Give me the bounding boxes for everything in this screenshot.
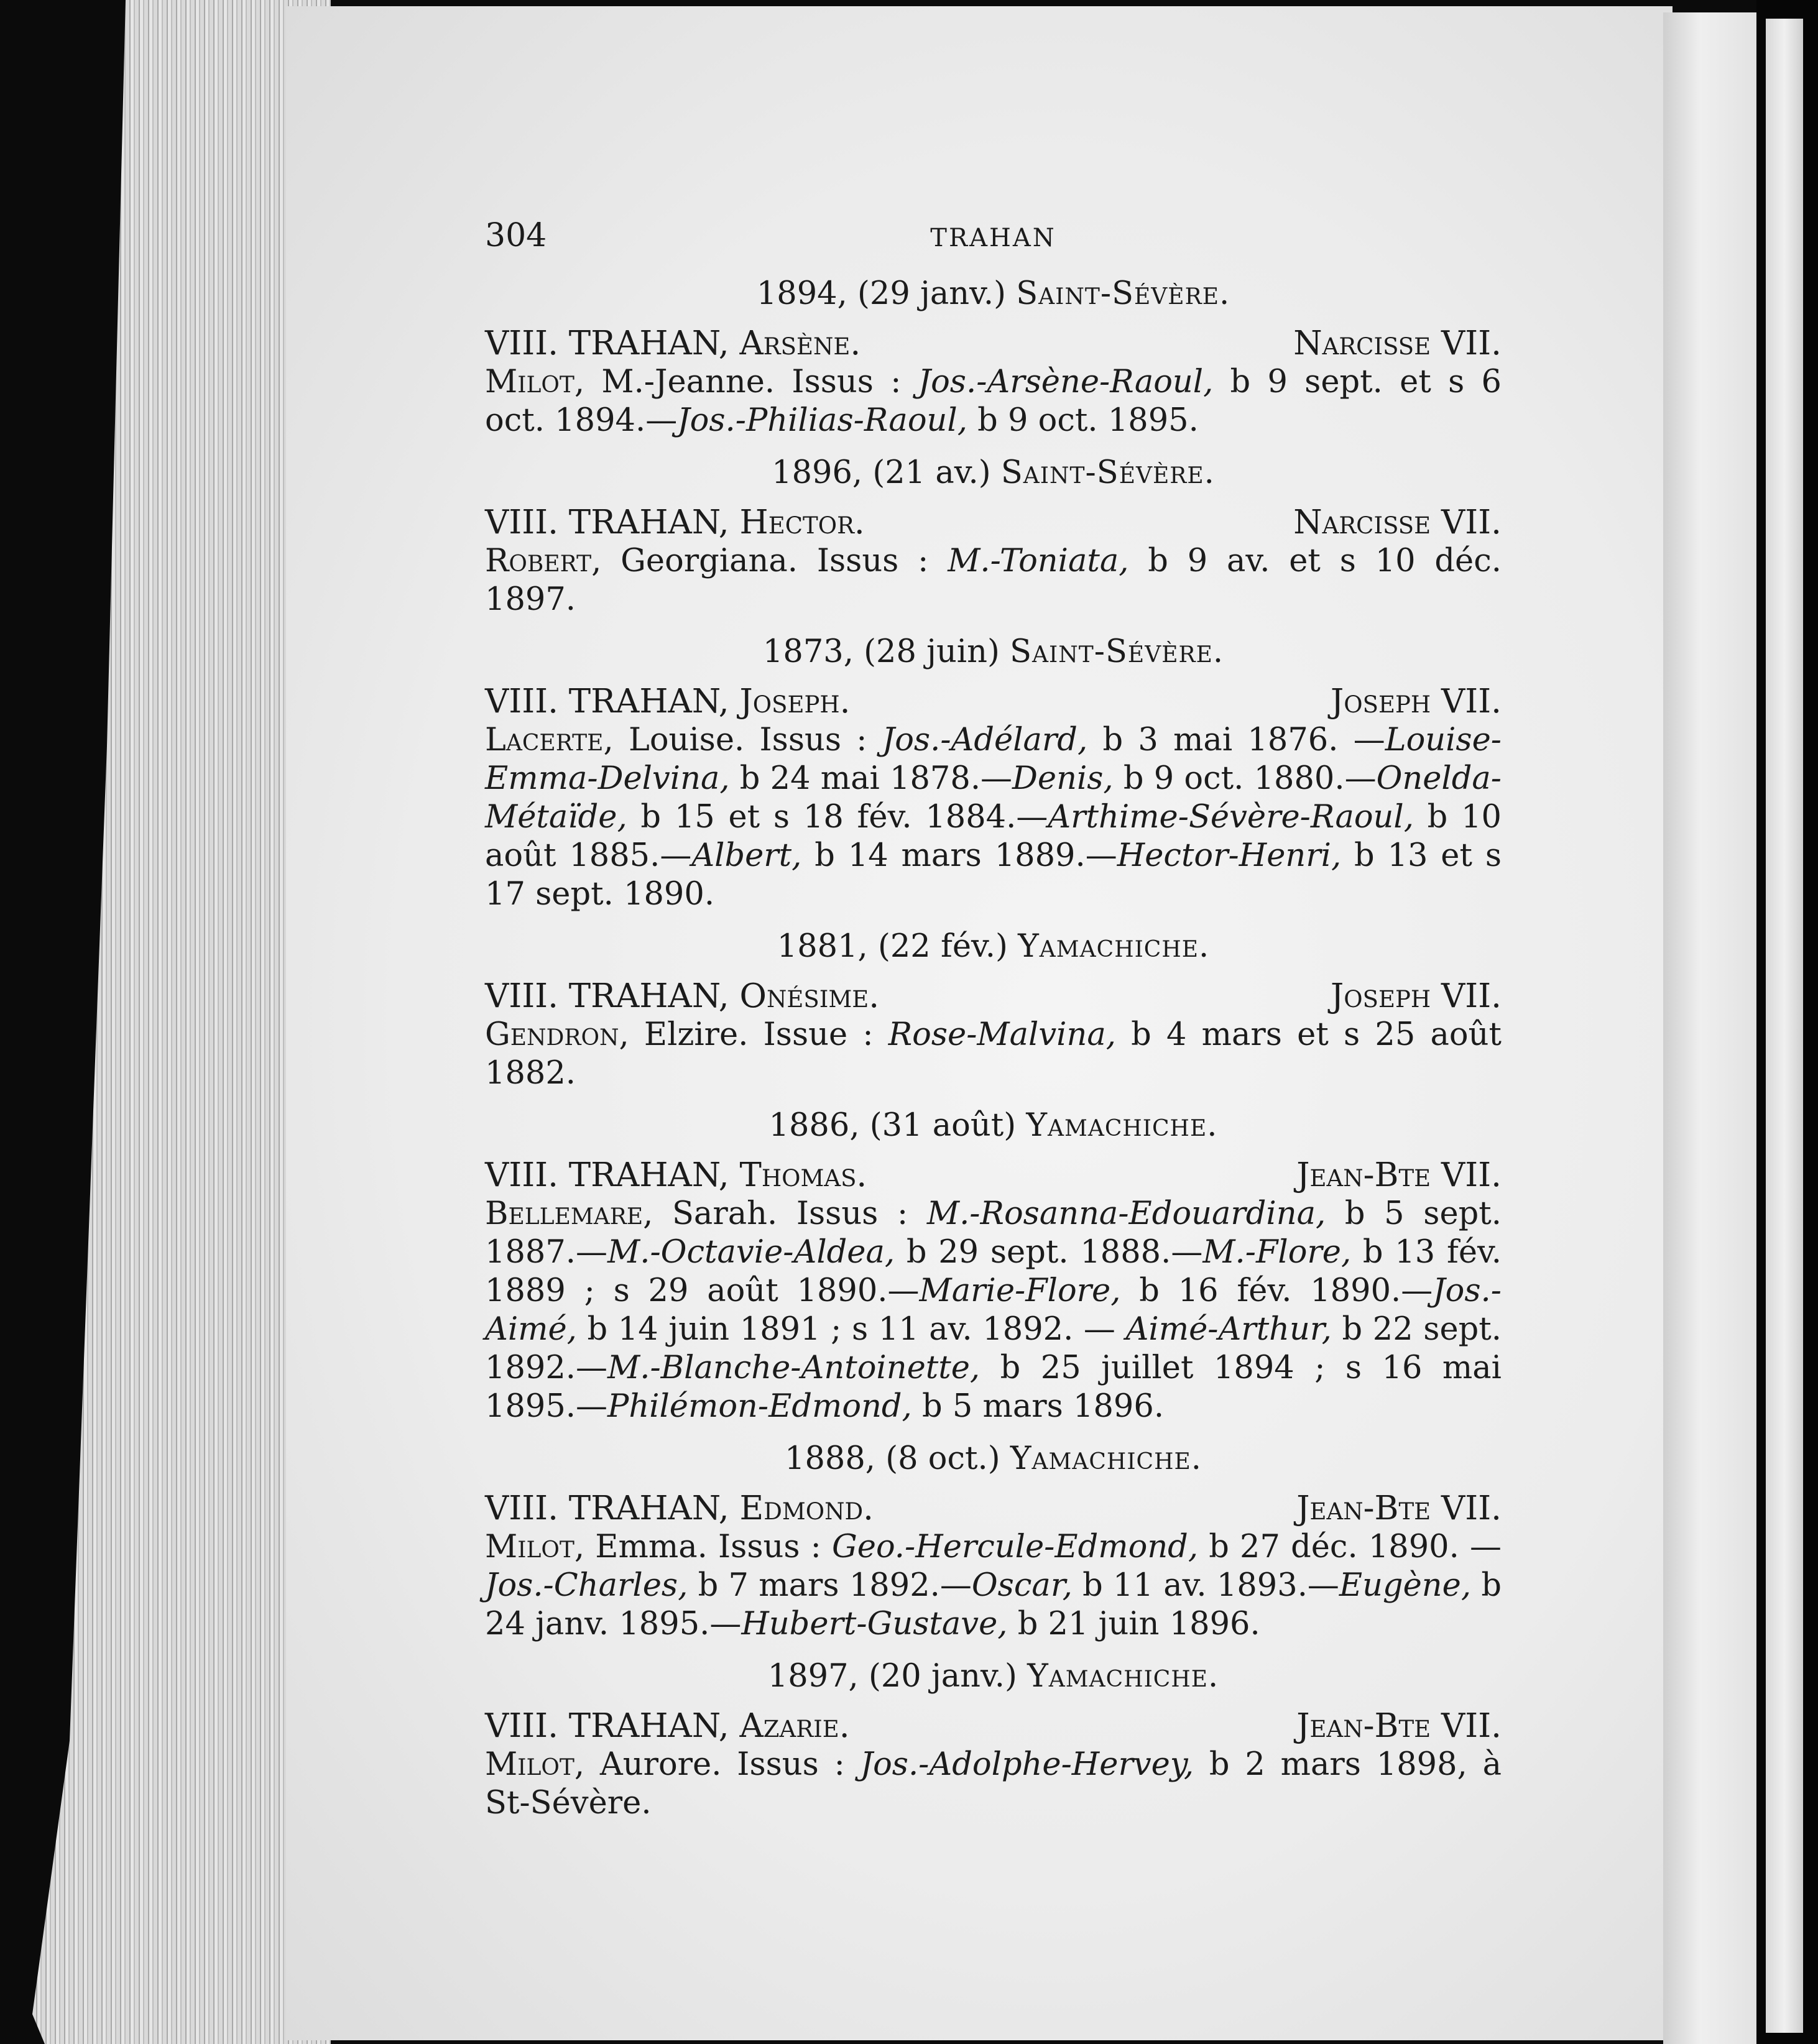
given-name: Onésime. — [739, 977, 880, 1015]
child-info: b 9 oct. 1880.— — [1113, 760, 1377, 797]
issue-label: Issue : — [763, 1016, 874, 1053]
child-name: Aimé-Arthur, — [1125, 1311, 1332, 1348]
father-name: Narcisse VII. — [1293, 504, 1502, 541]
running-title: TRAHAN — [930, 224, 1056, 252]
father-name: Narcisse VII. — [1293, 325, 1502, 362]
entry-name — [485, 977, 879, 1016]
generation-number: VIII. — [485, 1707, 558, 1745]
child-name: Albert, — [691, 837, 802, 874]
child-info: b 4 mars et s 25 août 1882. — [485, 1016, 1502, 1092]
given-name: Edmond. — [739, 1489, 874, 1527]
issue-label: Issus : — [718, 1529, 821, 1565]
marriage-place: Saint-Sévère. — [1000, 454, 1215, 491]
child-info: b 25 juillet 1894 ; s 16 mai 1895.— — [485, 1350, 1502, 1425]
marriage-place: Saint-Sévère. — [1010, 633, 1224, 670]
child-info: b 2 mars 1898, à St-Sévère. — [485, 1746, 1502, 1821]
marriage-date: 1894, (29 janv.) — [756, 275, 1006, 312]
child-info: b 22 sept. 1892.— — [485, 1311, 1502, 1386]
marriage-date: 1897, (20 janv.) — [767, 1658, 1017, 1695]
surname: TRAHAN, — [568, 977, 729, 1015]
issue-label: Issus : — [759, 722, 867, 758]
spouse-surname: Milot, — [485, 1529, 585, 1565]
generation-number: VIII. — [485, 504, 558, 541]
child-name: M.-Octavie-Aldea, — [607, 1234, 895, 1271]
entry-body — [485, 721, 1502, 914]
running-head — [485, 186, 1502, 261]
book-page-edges-right — [1663, 12, 1756, 2044]
entry-name — [485, 325, 861, 363]
marriage-line — [485, 1657, 1502, 1696]
child-info: b 14 juin 1891 ; s 11 av. 1892. — — [576, 1311, 1126, 1348]
marriage-place: Yamachiche. — [1027, 1658, 1219, 1695]
marriage-line — [485, 275, 1502, 313]
surname: TRAHAN, — [568, 1707, 729, 1745]
child-name: Arthime-Sévère-Raoul, — [1048, 799, 1414, 836]
child-info: b 13 fév. 1889 ; s 29 août 1890.— — [485, 1234, 1502, 1309]
child-name: Geo.-Hercule-Edmond, — [832, 1529, 1199, 1565]
child-info: b 5 sept. 1887.— — [485, 1195, 1502, 1271]
child-name: Eugène, — [1339, 1567, 1472, 1604]
spouse-surname: Robert, — [485, 543, 602, 579]
child-info: b 29 sept. 1888.— — [895, 1234, 1203, 1271]
child-name: M.-Rosanna-Edouardina, — [926, 1195, 1326, 1232]
entry-heading — [485, 683, 1502, 721]
marriage-line — [485, 633, 1502, 671]
issue-label: Issus : — [791, 364, 902, 400]
child-info: b 3 mai 1876. — — [1087, 722, 1385, 758]
surname: TRAHAN, — [568, 1156, 729, 1194]
child-name: Jos.-Philias-Raoul, — [677, 402, 967, 439]
spouse-surname: Milot, — [485, 364, 585, 400]
marriage-line — [485, 1107, 1502, 1145]
given-name: Arsène. — [739, 325, 861, 362]
child-name: M.-Blanche-Antoinette, — [607, 1350, 981, 1386]
child-name: Oscar, — [971, 1567, 1073, 1604]
child-info: b 14 mars 1889.— — [801, 837, 1117, 874]
child-name: Jos.-Charles, — [485, 1567, 688, 1604]
father-name: Joseph VII. — [1331, 977, 1502, 1015]
generation-number: VIII. — [485, 1156, 558, 1194]
given-name: Joseph. — [739, 683, 851, 720]
spouse-given-name: Louise. — [628, 722, 745, 758]
entry-heading — [485, 1489, 1502, 1528]
entry-heading — [485, 977, 1502, 1016]
child-info: b 24 mai 1878.— — [729, 760, 1013, 797]
child-info: b 24 janv. 1895.— — [485, 1567, 1502, 1642]
child-name: Hubert-Gustave, — [741, 1606, 1008, 1642]
surname: TRAHAN, — [568, 1489, 729, 1527]
marriage-date: 1896, (21 av.) — [772, 454, 991, 491]
given-name: Hector. — [739, 504, 865, 541]
given-name: Thomas. — [739, 1156, 867, 1194]
entry-heading — [485, 1707, 1502, 1746]
marriage-place: Yamachiche. — [1018, 928, 1210, 965]
entry-name — [485, 1707, 850, 1746]
child-info: b 5 mars 1896. — [911, 1388, 1165, 1425]
entry-body — [485, 1528, 1502, 1644]
issue-label: Issus : — [737, 1746, 845, 1783]
entry-name — [485, 504, 865, 542]
surname: TRAHAN, — [568, 504, 729, 541]
marriage-line — [485, 454, 1502, 492]
generation-number: VIII. — [485, 325, 558, 362]
child-name: Philémon-Edmond, — [607, 1388, 912, 1425]
child-info: b 9 oct. 1895. — [967, 402, 1199, 439]
generation-number: VIII. — [485, 683, 558, 720]
child-name: Louise-Emma-Delvina, — [485, 722, 1502, 797]
facing-page-edge — [1766, 19, 1803, 2033]
spouse-surname: Lacerte, — [485, 722, 614, 758]
entry-body — [485, 542, 1502, 619]
child-name: Onelda-Métaïde, — [485, 760, 1502, 836]
marriage-place: Yamachiche. — [1010, 1440, 1202, 1477]
entry-name — [485, 683, 850, 721]
entry-body — [485, 1016, 1502, 1093]
spouse-surname: Gendron, — [485, 1016, 629, 1053]
generation-number: VIII. — [485, 1489, 558, 1527]
child-name: Jos.-Arsène-Raoul, — [918, 364, 1214, 400]
surname: TRAHAN, — [568, 683, 729, 720]
marriage-date: 1888, (8 oct.) — [785, 1440, 1000, 1477]
entry-body — [485, 1746, 1502, 1823]
entry-name — [485, 1156, 867, 1195]
given-name: Azarie. — [739, 1707, 850, 1745]
marriage-date: 1873, (28 juin) — [762, 633, 1000, 670]
child-info: b 27 déc. 1890. — — [1198, 1529, 1502, 1565]
issue-label: Issus : — [816, 543, 929, 579]
entry-name — [485, 1489, 874, 1528]
child-name: Jos.-Aimé, — [485, 1273, 1502, 1348]
spouse-given-name: Georgiana. — [621, 543, 798, 579]
child-name: Hector-Henri, — [1117, 837, 1342, 874]
child-info: b 21 juin 1896. — [1007, 1606, 1260, 1642]
spouse-given-name: M.-Jeanne. — [601, 364, 775, 400]
father-name: Jean-Bte VII. — [1296, 1156, 1502, 1194]
marriage-line — [485, 1440, 1502, 1478]
spouse-surname: Bellemare, — [485, 1195, 653, 1232]
child-name: M.-Flore, — [1202, 1234, 1352, 1271]
father-name: Jean-Bte VII. — [1296, 1707, 1502, 1745]
marriage-place: Yamachiche. — [1026, 1107, 1218, 1144]
father-name: Joseph VII. — [1331, 683, 1502, 720]
child-info: b 15 et s 18 fév. 1884.— — [627, 799, 1048, 836]
father-name: Jean-Bte VII. — [1296, 1489, 1502, 1527]
page-text — [485, 186, 1502, 1823]
child-info: b 10 août 1885.— — [485, 799, 1502, 874]
marriage-date: 1881, (22 fév.) — [777, 928, 1008, 965]
surname: TRAHAN, — [568, 325, 729, 362]
child-name: M.-Toniata, — [948, 543, 1129, 579]
entry-body — [485, 1195, 1502, 1426]
entry-heading — [485, 504, 1502, 542]
child-info: b 16 fév. 1890.— — [1120, 1273, 1433, 1309]
spouse-given-name: Sarah. — [671, 1195, 778, 1232]
child-info: b 9 av. et s 10 déc. 1897. — [485, 543, 1502, 618]
generation-number: VIII. — [485, 977, 558, 1015]
child-name: Marie-Flore, — [919, 1273, 1121, 1309]
child-info: b 7 mars 1892.— — [688, 1567, 972, 1604]
child-info: b 13 et s 17 sept. 1890. — [485, 837, 1502, 913]
child-name: Denis, — [1012, 760, 1114, 797]
marriage-date: 1886, (31 août) — [768, 1107, 1017, 1144]
child-info: b 9 sept. et s 6 oct. 1894.— — [485, 364, 1502, 439]
genealogy-entries — [485, 275, 1502, 1823]
marriage-place: Saint-Sévère. — [1016, 275, 1230, 312]
spouse-given-name: Elzire. — [644, 1016, 749, 1053]
marriage-line — [485, 928, 1502, 966]
entry-heading — [485, 1156, 1502, 1195]
page-number: 304 — [485, 217, 547, 254]
spouse-given-name: Aurore. — [599, 1746, 722, 1783]
spouse-given-name: Emma. — [595, 1529, 708, 1565]
spouse-surname: Milot, — [485, 1746, 585, 1783]
child-name: Rose-Malvina, — [888, 1016, 1116, 1053]
child-info: b 11 av. 1893.— — [1072, 1567, 1339, 1604]
issue-label: Issus : — [796, 1195, 908, 1232]
child-name: Jos.-Adolphe-Hervey, — [860, 1746, 1194, 1783]
child-name: Jos.-Adélard, — [882, 722, 1088, 758]
entry-heading — [485, 325, 1502, 363]
entry-body — [485, 363, 1502, 440]
